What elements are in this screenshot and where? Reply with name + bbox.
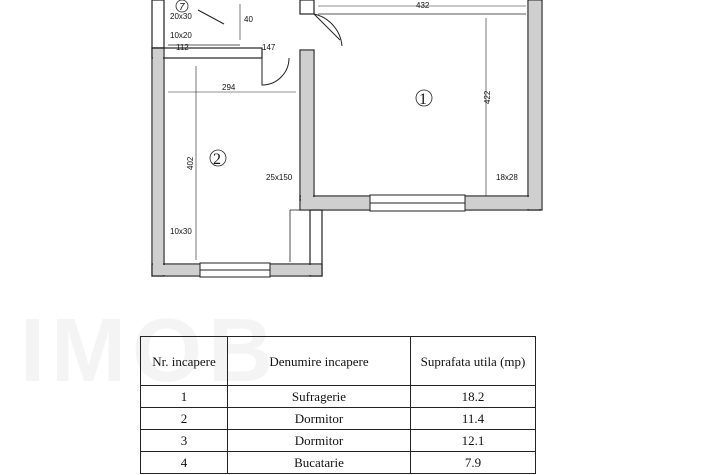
- cell-nr: 1: [141, 386, 228, 408]
- dim-20x30: 20x30: [170, 12, 192, 21]
- dim-147: 147: [262, 43, 276, 52]
- cell-area: 12.1: [411, 430, 536, 452]
- cell-nr: 4: [141, 452, 228, 474]
- header-area: Suprafata utila (mp): [411, 337, 536, 386]
- dim-40: 40: [244, 15, 253, 24]
- cell-area: 11.4: [411, 408, 536, 430]
- cell-area: 7.9: [411, 452, 536, 474]
- room-2-label: 2: [213, 151, 221, 168]
- dim-18x28: 18x28: [496, 173, 518, 182]
- dim-402: 402: [186, 156, 195, 170]
- cell-name: Bucatarie: [228, 452, 411, 474]
- dim-432: 432: [416, 1, 430, 10]
- table-row: [141, 408, 536, 430]
- dim-294: 294: [222, 83, 236, 92]
- top-wall-left: [152, 48, 262, 58]
- rooms-table: [140, 336, 536, 474]
- table-row: [141, 386, 536, 408]
- room-7-label: 7: [179, 2, 185, 13]
- table-header-row: [141, 337, 536, 386]
- cell-area: 18.2: [411, 386, 536, 408]
- cell-name: Dormitor: [228, 430, 411, 452]
- table-row: [141, 452, 536, 474]
- room-1-label: 1: [419, 91, 427, 108]
- walls: [152, 0, 542, 276]
- cell-name: Sufragerie: [228, 386, 411, 408]
- left-wall-top: [152, 0, 164, 48]
- cell-nr: 3: [141, 430, 228, 452]
- dim-422: 422: [483, 90, 492, 104]
- header-name: Denumire incapere: [228, 337, 411, 386]
- dim-10x30: 10x30: [170, 227, 192, 236]
- dim-10x20: 10x20: [170, 31, 192, 40]
- dim-112: 112: [176, 43, 189, 52]
- cell-nr: 2: [141, 408, 228, 430]
- dim-25x150: 25x150: [266, 173, 293, 182]
- cell-name: Dormitor: [228, 408, 411, 430]
- header-nr: Nr. incapere: [141, 337, 228, 386]
- table-row: [141, 430, 536, 452]
- pillar: [300, 0, 314, 14]
